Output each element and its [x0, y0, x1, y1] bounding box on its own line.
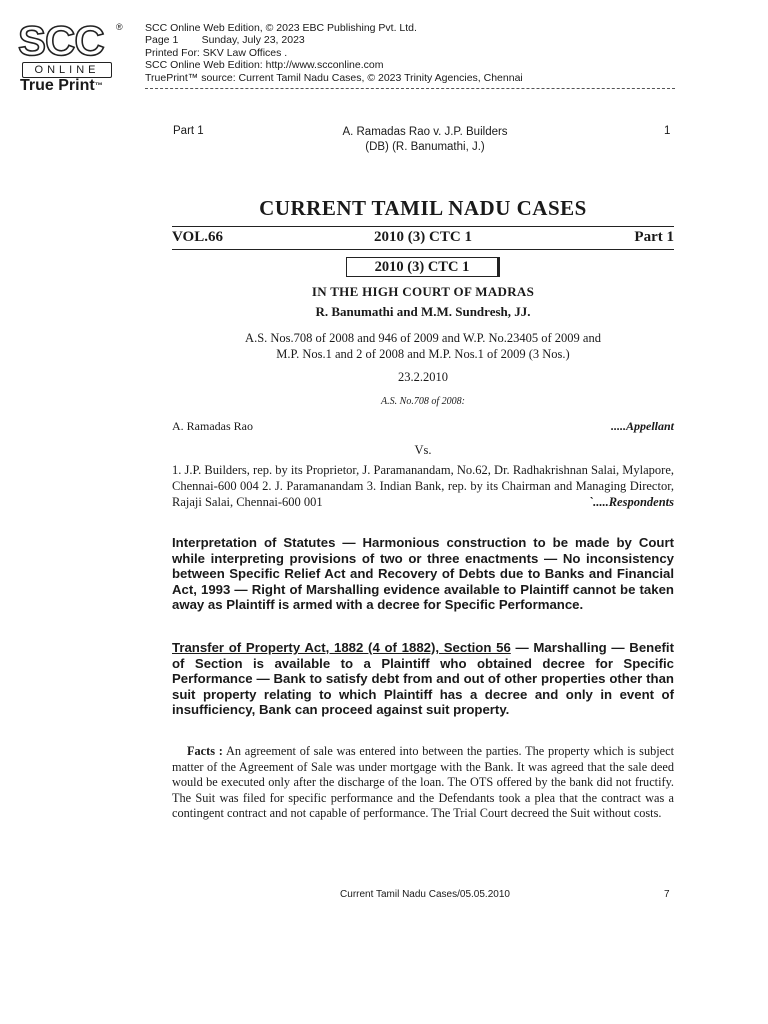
headnote-2 [172, 640, 674, 718]
registered-mark: ® [116, 22, 123, 32]
header-divider [145, 88, 675, 89]
volume-citation: 2010 (3) CTC 1 [374, 229, 472, 245]
running-head-parties: A. Ramadas Rao v. J.P. Builders [342, 126, 508, 138]
footer-source: Current Tamil Nadu Cases/05.05.2010 [340, 889, 510, 900]
title-rule-top [172, 226, 674, 227]
running-head-title [330, 125, 520, 155]
header-line-4: SCC Online Web Edition: http://www.scconline.com [145, 59, 384, 72]
logo-trueprint [20, 78, 103, 94]
header-line-5: TruePrint™ source: Current Tamil Nadu Cases, © 2023 Trinity Agencies, Chennai [145, 71, 523, 84]
footer-page-number: 7 [664, 889, 670, 900]
print-header [145, 22, 523, 84]
running-head-bench: (DB) (R. Banumathi, J.) [365, 141, 485, 153]
headnote-1: Interpretation of Statutes — Harmonious construction to be made by Court while interpreting provisions of two or three enactments — No inconsistency between Specific Relief Act and Recovery of Debts due to Banks and Financial Act, 1993 — Right of Marshalling evidence available to Plaintiff cannot be taken away as Plaintiff is armed with a decree for Specific Performance. [172, 535, 674, 612]
header-line-2: Page 1 Sunday, July 23, 2023 [145, 34, 305, 47]
title-rule-bottom [172, 249, 674, 250]
volume-row [172, 229, 674, 249]
logo-brand: SCC [18, 17, 104, 64]
respondents-text: 1. J.P. Builders, rep. by its Proprietor, J. Paramanandam, No.62, Dr. Radhakrishnan Salai, Mylapore, Chennai-600 004 2. J. Paramanandam 3. Indian Bank, rep. by its Chairman and Managing Director, Rajaji Salai, Chennai-600 001 [172, 463, 674, 509]
header-line-3: Printed For: SKV Law Offices . [145, 46, 288, 59]
bench-judges: R. Banumathi and M.M. Sundresh, JJ. [315, 304, 531, 319]
journal-title: CURRENT TAMIL NADU CASES [259, 196, 587, 220]
case-numbers [172, 330, 674, 362]
case-numbers-line-2: M.P. Nos.1 and 2 of 2008 and M.P. Nos.1 of 2009 (3 Nos.) [276, 347, 570, 361]
respondents-tag: `.....Respondents [588, 495, 674, 509]
facts-paragraph [172, 744, 674, 822]
header-line-1: SCC Online Web Edition, © 2023 EBC Publishing Pvt. Ltd. [145, 22, 417, 34]
versus: Vs. [414, 443, 432, 457]
headnote-2-text: — Marshalling — Benefit of Section is available to a Plaintiff who obtained decree for Specific Performance — Bank to satisfy debt from and out of other properties other than suit property relating to which Plaintiff has a decree and only in event of insufficiency, Bank can proceed against suit property. [172, 640, 674, 717]
facts-text: An agreement of sale was entered into between the parties. The property which is subject matter of the Agreement of Sale was under mortgage with the Bank. It was agreed that the sale deed would be executed only after the discharge of the loan. The OTS offered by the bank did not fructify. The Suit was filed for specific performance and the Defendants took a plea that the contract was a contingent contract and not capable of performance. The Trial Court decreed the Suit without costs. [172, 744, 675, 821]
case-numbers-line-1: A.S. Nos.708 of 2008 and 946 of 2009 and W.P. No.23405 of 2009 and [245, 331, 601, 345]
citation-box: 2010 (3) CTC 1 [346, 257, 500, 277]
appeal-label: A.S. No.708 of 2008: [381, 396, 465, 407]
running-head-page: 1 [664, 125, 671, 137]
judgment-date: 23.2.2010 [398, 370, 448, 384]
volume-part: Part 1 [634, 229, 674, 245]
volume-number: VOL.66 [172, 229, 223, 245]
logo-online: ONLINE [22, 62, 112, 78]
scc-online-logo [18, 17, 123, 94]
logo-trueprint-text: True Print [20, 77, 95, 94]
appellant-name: A. Ramadas Rao [172, 419, 253, 433]
trademark-mark: ™ [94, 81, 103, 90]
court-name: IN THE HIGH COURT OF MADRAS [311, 284, 535, 299]
facts-lead: Facts : [187, 744, 223, 758]
respondents-block [172, 462, 674, 510]
appellant-tag: .....Appellant [610, 419, 674, 433]
running-head-part: Part 1 [173, 125, 204, 137]
statute-link[interactable]: Transfer of Property Act, 1882 (4 of 1882), Section 56 [172, 640, 511, 655]
